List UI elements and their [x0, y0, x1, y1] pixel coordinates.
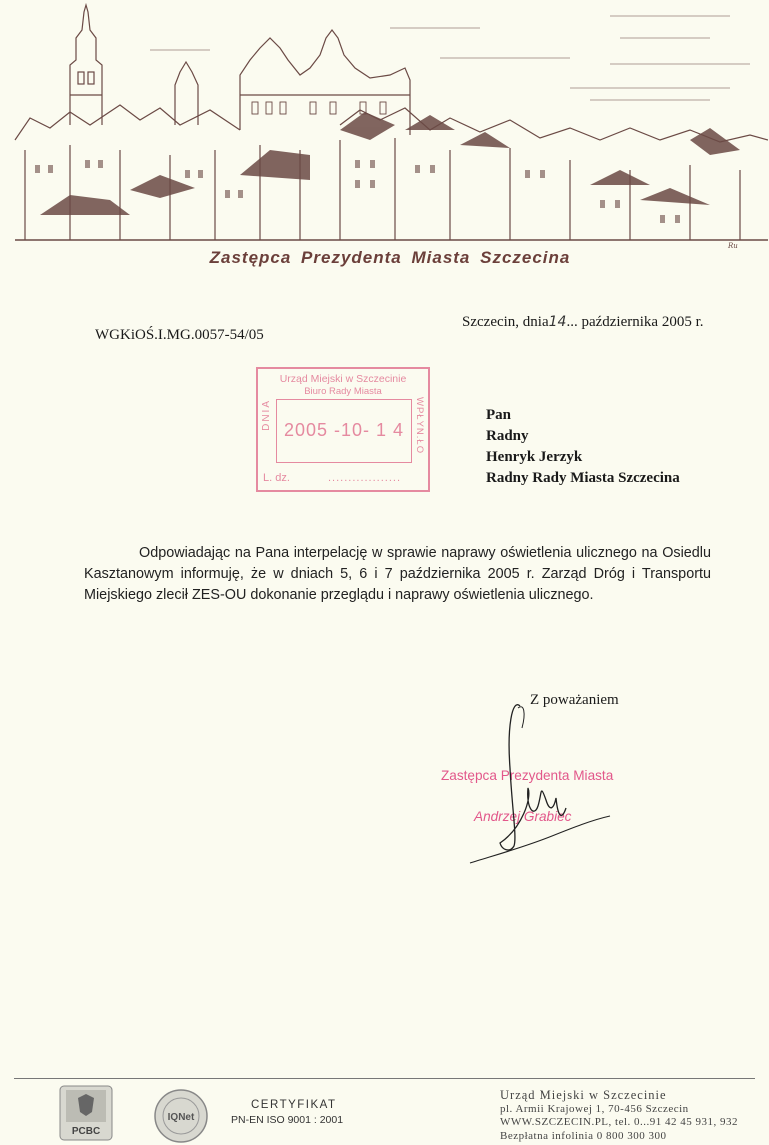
stamp-department: Biuro Rady Miasta — [304, 386, 382, 397]
recipient-block — [486, 405, 680, 489]
recipient-line: Radny Rady Miasta Szczecina — [486, 470, 680, 486]
artist-mark: Ru — [728, 242, 738, 250]
date-suffix: ... października 2005 r. — [566, 314, 704, 330]
certificate-label: CERTYFIKAT — [251, 1099, 337, 1111]
stamp-side-right: WPŁYN.ŁO — [414, 397, 425, 455]
pcbc-text: PCBC — [71, 1126, 101, 1137]
address-line: Urząd Miejski w Szczecinie — [500, 1088, 667, 1102]
letter-body: Odpowiadając na Pana interpelację w sprawie naprawy oświetlenia ulicznego na Osiedlu Kasztanowym informuję, że w dniach 5, 6 i 7 października 2005 r. Zarząd Dróg i Transportu Miejskiego zlecił ZES-OU dokonanie przeglądu i naprawy oświetlenia ulicznego. — [84, 545, 711, 603]
signatory-title: Zastępca Prezydenta Miasta — [441, 768, 614, 783]
stamp-ldz: L. dz. — [263, 472, 290, 484]
recipient-line: Pan — [486, 407, 512, 423]
letterhead-title: Zastępca Prezydenta Miasta Szczecina — [209, 248, 571, 267]
iqnet-certification-logo — [153, 1088, 209, 1144]
handwritten-signature — [462, 688, 612, 868]
received-stamp — [256, 367, 430, 492]
recipient-line: Radny — [486, 428, 529, 444]
reference-number: WGKiOŚ.I.MG.0057-54/05 — [95, 327, 264, 343]
signatory-name: Andrzej Grabiec — [474, 809, 572, 824]
certificate-standard: PN-EN ISO 9001 : 2001 — [231, 1114, 344, 1126]
stamp-date: 2005 -10- 1 4 — [283, 420, 405, 440]
letter-date — [462, 314, 704, 331]
office-address — [500, 1089, 738, 1143]
footer-divider — [14, 1078, 755, 1079]
address-line: pl. Armii Krajowej 1, 70-456 Szczecin — [500, 1102, 689, 1115]
stamp-office: Urząd Miejski w Szczecinie — [279, 373, 407, 385]
address-line: WWW.SZCZECIN.PL, tel. 0...91 42 45 931, 932 — [500, 1116, 739, 1128]
city-skyline-illustration — [10, 0, 768, 250]
date-day: 14 — [548, 314, 567, 330]
stamp-date-box — [276, 399, 412, 463]
stamp-side-left: DNIA — [261, 399, 272, 431]
recipient-line: Henryk Jerzyk — [486, 449, 583, 465]
stamp-dots: .................. — [328, 472, 402, 484]
closing-phrase: Z poważaniem — [530, 692, 619, 708]
pcbc-certification-logo — [58, 1084, 118, 1144]
date-prefix: Szczecin, dnia — [462, 314, 549, 330]
address-line: Bezpłatna infolinia 0 800 300 300 — [500, 1129, 667, 1142]
iqnet-text: IQNet — [167, 1112, 195, 1123]
